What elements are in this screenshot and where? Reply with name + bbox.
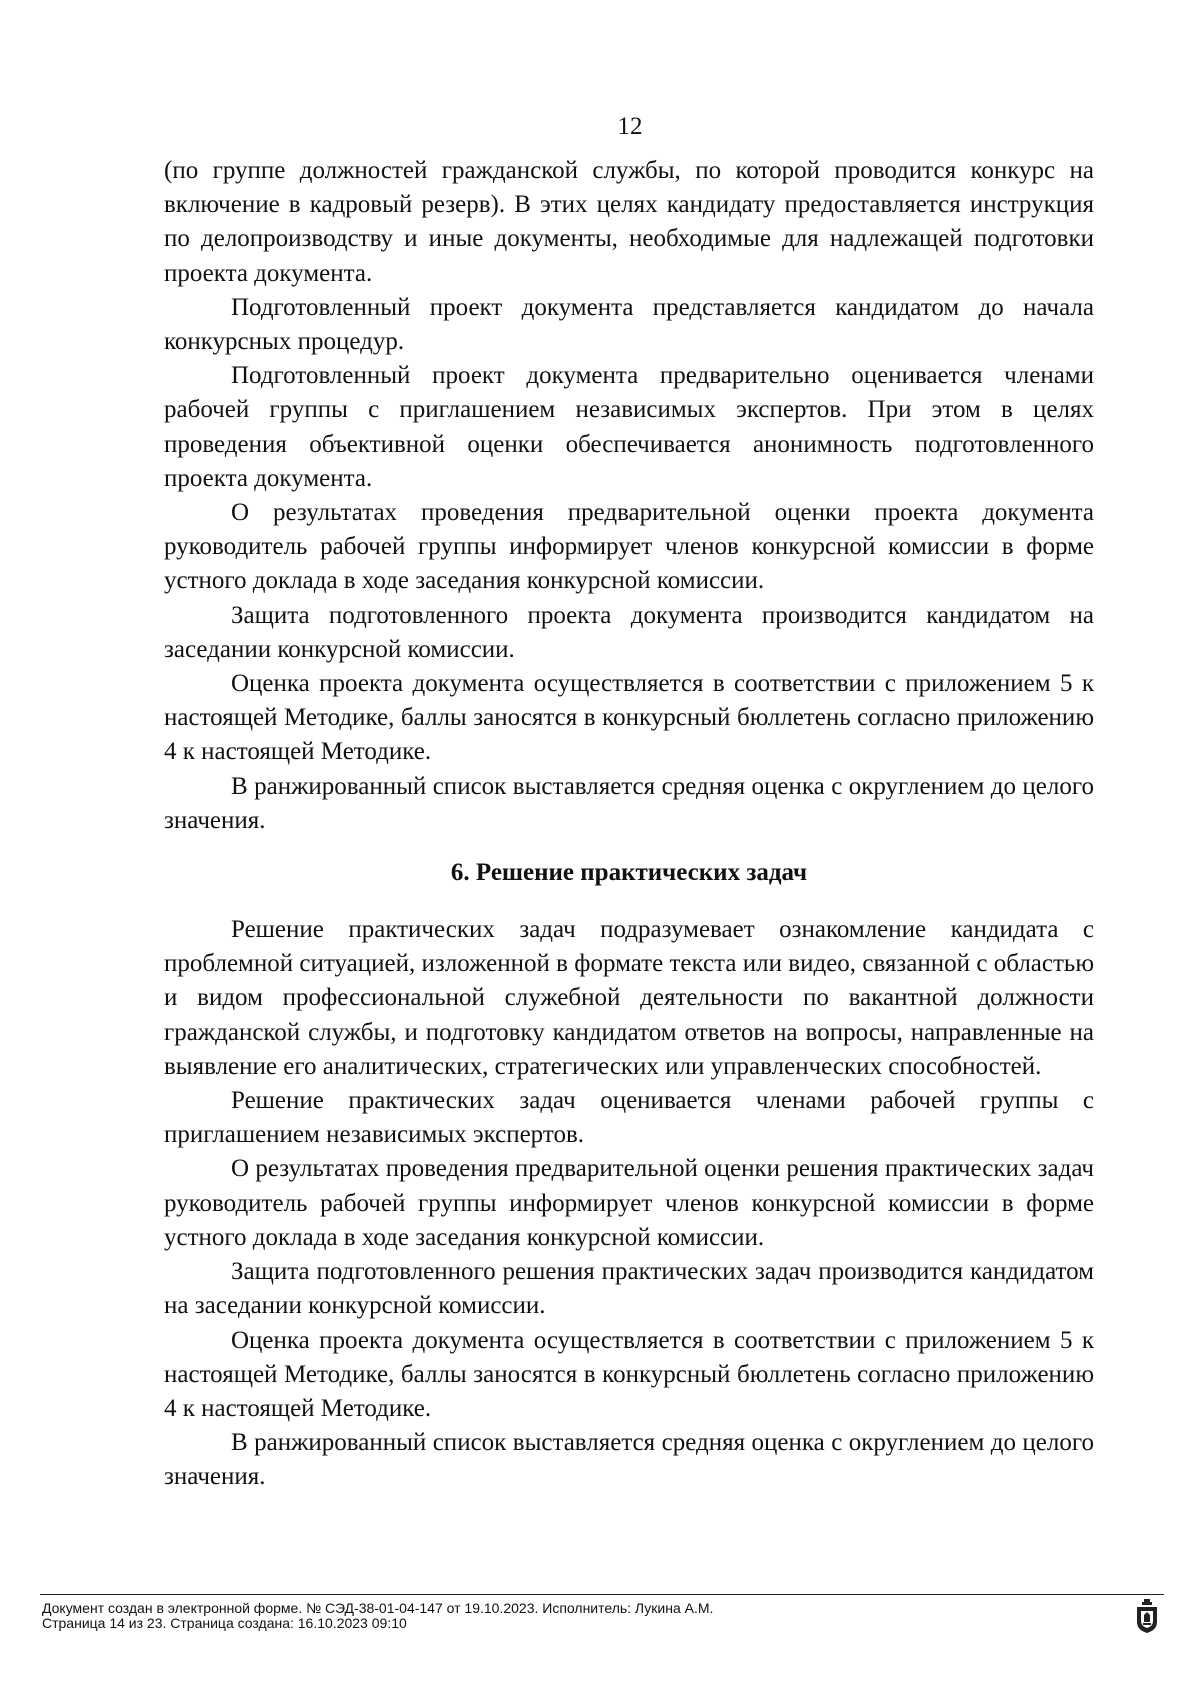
document-body xyxy=(164,154,1094,1495)
footer-stamp xyxy=(42,1601,713,1631)
paragraph: О результатах проведения предварительной оценки решения практических задач руководитель рабочей группы информирует членов конкурсной комиссии в форме устного доклада в ходе заседания конкурсной комиссии. xyxy=(164,1155,1094,1251)
section-heading: 6. Решение практических задач xyxy=(450,859,808,887)
paragraph: (по группе должностей гражданской службы, по которой проводится конкурс на включение в кадровый резерв). В этих целях кандидату предоставляется инструкция по делопроизводству и иные документы, необходимые для надлежащей подготовки проекта документа. xyxy=(164,157,1094,287)
paragraph: Защита подготовленного решения практических задач производится кандидатом на заседании конкурсной комиссии. xyxy=(164,1258,1094,1320)
paragraph: Решение практических задач оценивается членами рабочей группы с приглашением независимых экспертов. xyxy=(164,1087,1094,1149)
paragraph: Оценка проекта документа осуществляется в соответствии с приложением 5 к настоящей Методике, баллы заносятся в конкурсный бюллетень согласно приложению 4 к настоящей Методике. xyxy=(164,670,1094,766)
coat-of-arms-icon xyxy=(1134,1598,1160,1634)
footer-line-page: Страница 14 из 23. Страница создана: 16.10.2023 09:10 xyxy=(42,1615,407,1631)
paragraph: Оценка проекта документа осуществляется в соответствии с приложением 5 к настоящей Методике, баллы заносятся в конкурсный бюллетень согласно приложению 4 к настоящей Методике. xyxy=(164,1326,1094,1422)
paragraph: Подготовленный проект документа представляется кандидатом до начала конкурсных процедур. xyxy=(164,293,1094,356)
paragraph: В ранжированный список выставляется средняя оценка с округлением до целого значения. xyxy=(164,772,1094,834)
page-number: 12 xyxy=(617,113,643,140)
paragraph: О результатах проведения предварительной оценки проекта документа руководитель рабочей группы информирует членов конкурсной комиссии в форме устного доклада в ходе заседания конкурсной комиссии. xyxy=(164,499,1094,595)
paragraph: Защита подготовленного проекта документа производится кандидатом на заседании конкурсной комиссии. xyxy=(164,601,1094,663)
paragraph: Решение практических задач подразумевает ознакомление кандидата с проблемной ситуацией, изложенной в формате текста или видео, связанной с областью и видом профессиональной служебной деятельности по вакантной должности гражданской службы, и подготовку кандидатом ответов на вопросы, направленные на выявление его аналитических, стратегических или управленческих способностей. xyxy=(164,916,1094,1080)
paragraph: Подготовленный проект документа предварительно оценивается членами рабочей группы с приглашением независимых экспертов. При этом в целях проведения объективной оценки обеспечивается анонимность подготовленного проекта документа. xyxy=(164,362,1094,492)
paragraph: В ранжированный список выставляется средняя оценка с округлением до целого значения. xyxy=(164,1429,1094,1491)
footer-line-document: Документ создан в электронной форме. № СЭД-38-01-04-147 от 19.10.2023. Исполнитель: Лукина А.М. xyxy=(42,1600,714,1616)
footer-divider xyxy=(40,1594,1164,1595)
